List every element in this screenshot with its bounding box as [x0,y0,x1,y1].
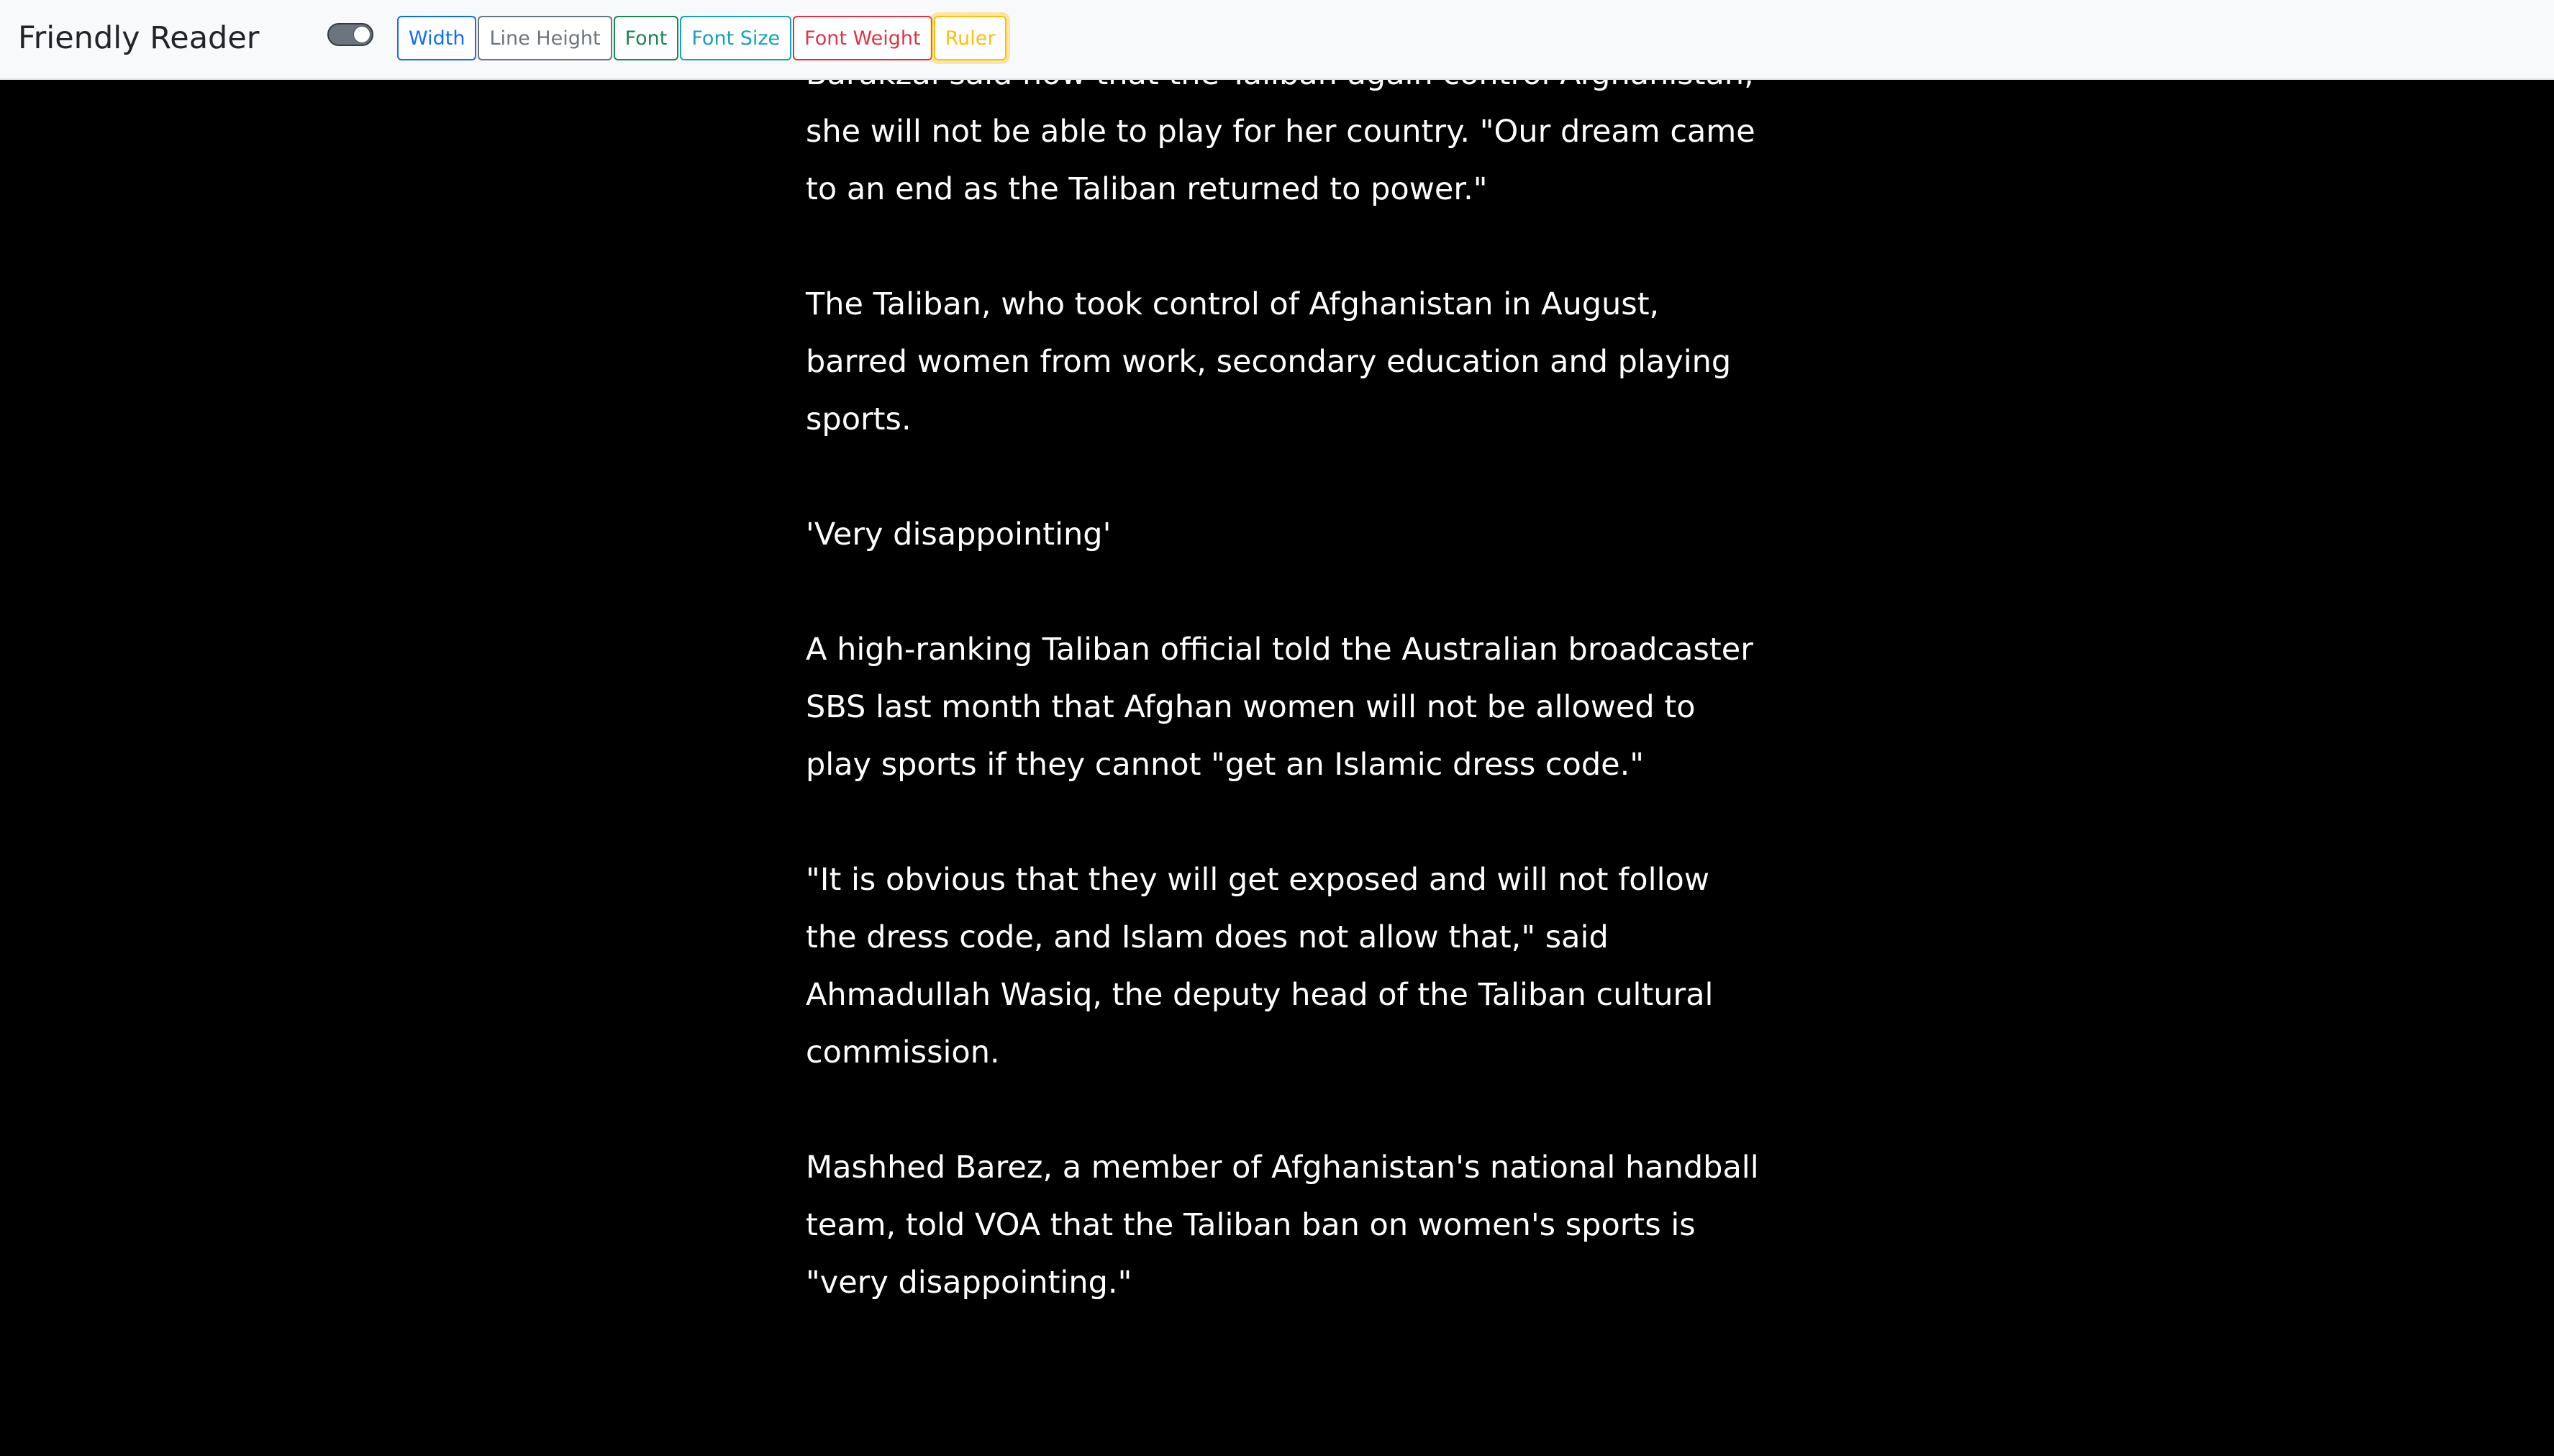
font-weight-button[interactable]: Font Weight [793,16,932,60]
dark-mode-toggle[interactable] [327,23,373,46]
article-body [806,45,1770,1369]
article-paragraph: A high-ranking Taliban official told the Australian broadcaster SBS last month that Afghan women will not be allowed to play sports if they cannot "get an Islamic dress code." [806,632,1753,783]
toolbar [397,16,1008,60]
ruler-button[interactable]: Ruler [934,16,1007,60]
article-viewport[interactable] [0,80,2554,1456]
width-button[interactable]: Width [397,16,476,60]
article-paragraph: Mashhed Barez, a member of Afghanistan's national handball team, told VOA that the Taliban ban on women's sports is "very disappointing." [806,1150,1759,1301]
top-navbar [0,0,2554,80]
font-button[interactable]: Font [614,16,679,60]
article-paragraph: The Taliban, who took control of Afghanistan in August, barred women from work, secondary education and playing sports. [806,286,1732,437]
font-size-button[interactable]: Font Size [680,16,791,60]
line-height-button[interactable]: Line Height [478,16,612,60]
app-title[interactable]: Friendly Reader [18,20,260,56]
article-paragraph: she will not be able to play for her country. "Our dream came to an end as the Taliban returned to power." [806,114,1755,207]
toggle-knob [353,26,371,43]
article-paragraph: "It is obvious that they will get exposed and will not follow the dress code, and Islam does not allow that," said Ahmadullah Wasiq, the deputy head of the Taliban cultural commission. [806,862,1714,1070]
article-subheading: 'Very disappointing' [806,517,1112,552]
